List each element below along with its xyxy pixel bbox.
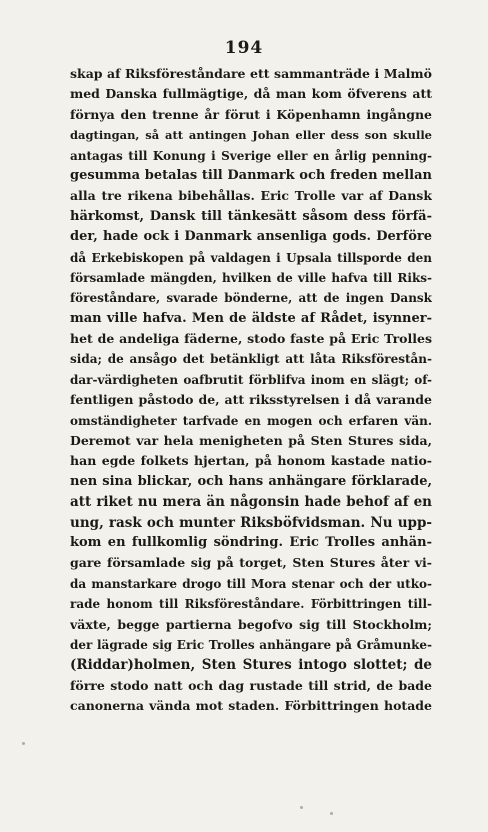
text-line: växte, begge partierna begofvo sig till Stockholm; — [70, 616, 432, 632]
paper-speck — [330, 812, 333, 815]
text-line: dar-värdigheten oafbrutit förblifva inom en slägt; of- — [70, 372, 432, 387]
text-line: ung, rask och munter Riksböfvidsman. Nu upp- — [70, 514, 432, 531]
text-line: canonerna vända mot staden. Förbittringen hotade — [70, 698, 432, 714]
text-line: Deremot var hela menigheten på Sten Stures sida, — [70, 433, 432, 449]
text-line: rade honom till Riksföreståndare. Förbittringen till- — [70, 597, 432, 612]
page-number: 194 — [224, 38, 264, 58]
text-line: förnya den trenne år förut i Köpenhamn ingångne — [70, 106, 432, 122]
text-line: med Danska fullmägtige, då man kom öfverens att — [70, 86, 432, 102]
text-line: man ville hafva. Men de äldste af Rådet, isynner- — [70, 310, 432, 326]
text-line: då Erkebiskopen på valdagen i Upsala tillsporde den — [70, 250, 432, 265]
text-line: gesumma betalas till Danmark och freden mellan — [70, 167, 432, 183]
text-line: förre stodo natt och dag rustade till strid, de bade — [70, 677, 432, 693]
text-line: församlade mängden, hvilken de ville hafva till Riks- — [70, 270, 432, 285]
text-line: der lägrade sig Eric Trolles anhängare på Gråmunke- — [70, 637, 432, 652]
text-line: alla tre rikena bibehållas. Eric Trolle var af Dansk — [70, 188, 432, 204]
text-line: nen sina blickar, och hans anhängare förklarade, — [70, 473, 432, 489]
text-line: han egde folkets hjertan, på honom kastade natio- — [70, 453, 432, 469]
text-line: der, hade ock i Danmark ansenliga gods. Derföre — [70, 229, 432, 245]
text-line: da manstarkare drogo till Mora stenar och der utko- — [70, 576, 432, 591]
text-line: fentligen påstodo de, att riksstyrelsen i då varande — [70, 392, 432, 408]
text-line: skap af Riksföreståndare ett sammanträde i Malmö — [70, 66, 432, 81]
text-line: gare församlade sig på torget, Sten Stures åter vi- — [70, 555, 432, 571]
text-line: het de andeliga fäderne, stodo faste på Eric Trolles — [70, 331, 432, 347]
text-line: antagas till Konung i Sverige eller en årlig penning- — [70, 148, 432, 163]
body-text — [70, 64, 432, 717]
text-line: dagtingan, så att antingen Johan eller dess son skulle — [70, 128, 432, 143]
text-line: att riket nu mera än någonsin hade behof af en — [70, 494, 432, 511]
paper-speck — [300, 806, 303, 809]
text-line: sida; de ansågo det betänkligt att låta Riksförestån- — [70, 352, 432, 367]
text-line: (Riddar)holmen, Sten Stures intogo slottet; de — [70, 657, 432, 674]
text-line: kom en fullkomlig söndring. Eric Trolles anhän- — [70, 534, 432, 550]
text-line: omständigheter tarfvade en mogen och erfaren vän. — [70, 413, 432, 428]
text-line: härkomst, Dansk till tänkesätt såsom dess förfä- — [70, 208, 432, 224]
paper-speck — [22, 742, 25, 745]
text-line: föreståndare, svarade bönderne, att de ingen Dansk — [70, 291, 432, 306]
